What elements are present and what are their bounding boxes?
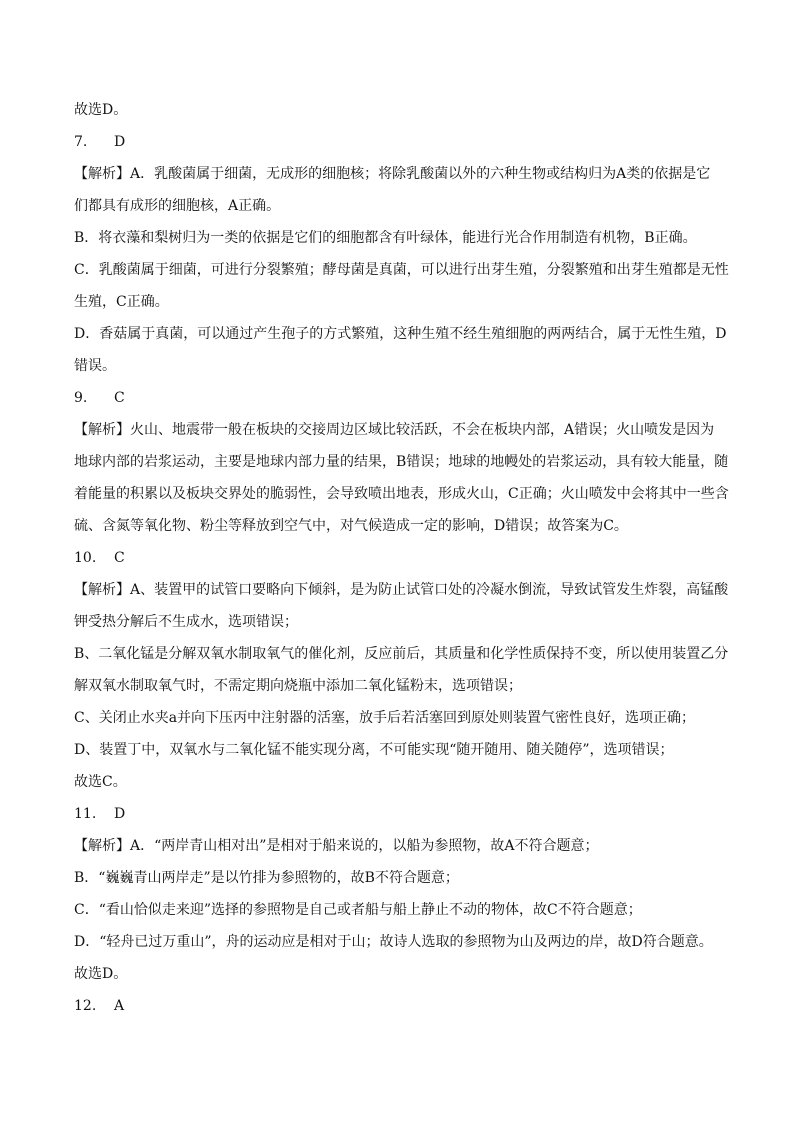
analysis-line: 着能量的积累以及板块交界处的脆弱性，会导致喷出地表，形成火山，C正确；火山喷发中会将其中一些含 (74, 486, 729, 502)
question-number: 11. (74, 806, 97, 822)
analysis-line: 【解析】A、装置甲的试管口要略向下倾斜，是为防止试管口处的冷凝水倒流，导致试管发生炸裂，高锰酸 (74, 582, 729, 598)
answer-heading-11 (74, 804, 734, 824)
question-number: 10. (74, 550, 97, 566)
answer-letter: C (114, 550, 125, 566)
answer-heading-7 (74, 132, 734, 152)
analysis-line: 【解析】火山、地震带一般在板块的交接周边区域比较活跃，不会在板块内部，A错误；火山喷发是因为 (74, 422, 715, 438)
conclusion-line: 故选C。 (74, 774, 127, 790)
analysis-line: 硫、含氮等氧化物、粉尘等释放到空气中，对气候造成一定的影响，D错误；故答案为C。 (74, 518, 628, 534)
question-number: 9. (74, 390, 88, 406)
answer-letter: D (114, 806, 126, 822)
question-number: 7. (74, 134, 88, 150)
analysis-line: C．“看山恰似走来迎”选择的参照物是自己或者船与船上静止不动的物体，故C不符合题意； (74, 902, 642, 918)
analysis-line: D．“轻舟已过万重山”，舟的运动应是相对于山；故诗人选取的参照物为山及两边的岸，故D符合题意。 (74, 934, 713, 950)
analysis-line: B．“巍巍青山两岸走”是以竹排为参照物的，故B不符合题意； (74, 870, 459, 886)
answer-heading-12 (74, 996, 734, 1016)
answer-letter: D (114, 134, 126, 150)
answer-heading-10 (74, 548, 734, 568)
analysis-line: B、二氧化锰是分解双氧水制取氧气的催化剂，反应前后，其质量和化学性质保持不变，所以使用装置乙分 (74, 646, 729, 662)
analysis-line: B．将衣藻和梨树归为一类的依据是它们的细胞都含有叶绿体，能进行光合作用制造有机物，B正确。 (74, 230, 697, 246)
analysis-line: 【解析】A．“两岸青山相对出”是相对于船来说的，以船为参照物，故A不符合题意； (74, 838, 599, 854)
conclusion-line: 故选D。 (74, 102, 128, 118)
analysis-line: 解双氧水制取氧气时，不需定期向烧瓶中添加二氧化锰粉末，选项错误； (74, 678, 522, 694)
conclusion-line: 故选D。 (74, 966, 128, 982)
analysis-line: 地球内部的岩浆运动，主要是地球内部力量的结果，B错误；地球的地幔处的岩浆运动，具有较大能量，随 (74, 454, 729, 470)
analysis-line: D．香菇属于真菌，可以通过产生孢子的方式繁殖，这种生殖不经生殖细胞的两两结合，属于无性生殖，D (74, 326, 727, 342)
answer-heading-9 (74, 388, 734, 408)
analysis-line: 【解析】A．乳酸菌属于细菌，无成形的细胞核；将除乳酸菌以外的六种生物或结构归为A类的依据是它 (74, 166, 711, 182)
analysis-line: 错误。 (74, 358, 116, 374)
analysis-line: C．乳酸菌属于细菌，可进行分裂繁殖；酵母菌是真菌，可以进行出芽生殖，分裂繁殖和出芽生殖都是无性 (74, 262, 729, 278)
question-number: 12. (74, 998, 97, 1014)
answer-letter: A (114, 998, 125, 1014)
analysis-line: 们都具有成形的细胞核，A正确。 (74, 198, 281, 214)
analysis-line: 钾受热分解后不生成水，选项错误； (74, 614, 298, 630)
analysis-line: C、关闭止水夹a并向下压丙中注射器的活塞，放手后若活塞回到原处则装置气密性良好，选项正确； (74, 710, 696, 726)
answer-letter: C (114, 390, 125, 406)
analysis-line: D、装置丁中，双氧水与二氧化锰不能实现分离，不可能实现“随开随用、随关随停”，选项错误； (74, 742, 674, 758)
analysis-line: 生殖，C正确。 (74, 294, 169, 310)
